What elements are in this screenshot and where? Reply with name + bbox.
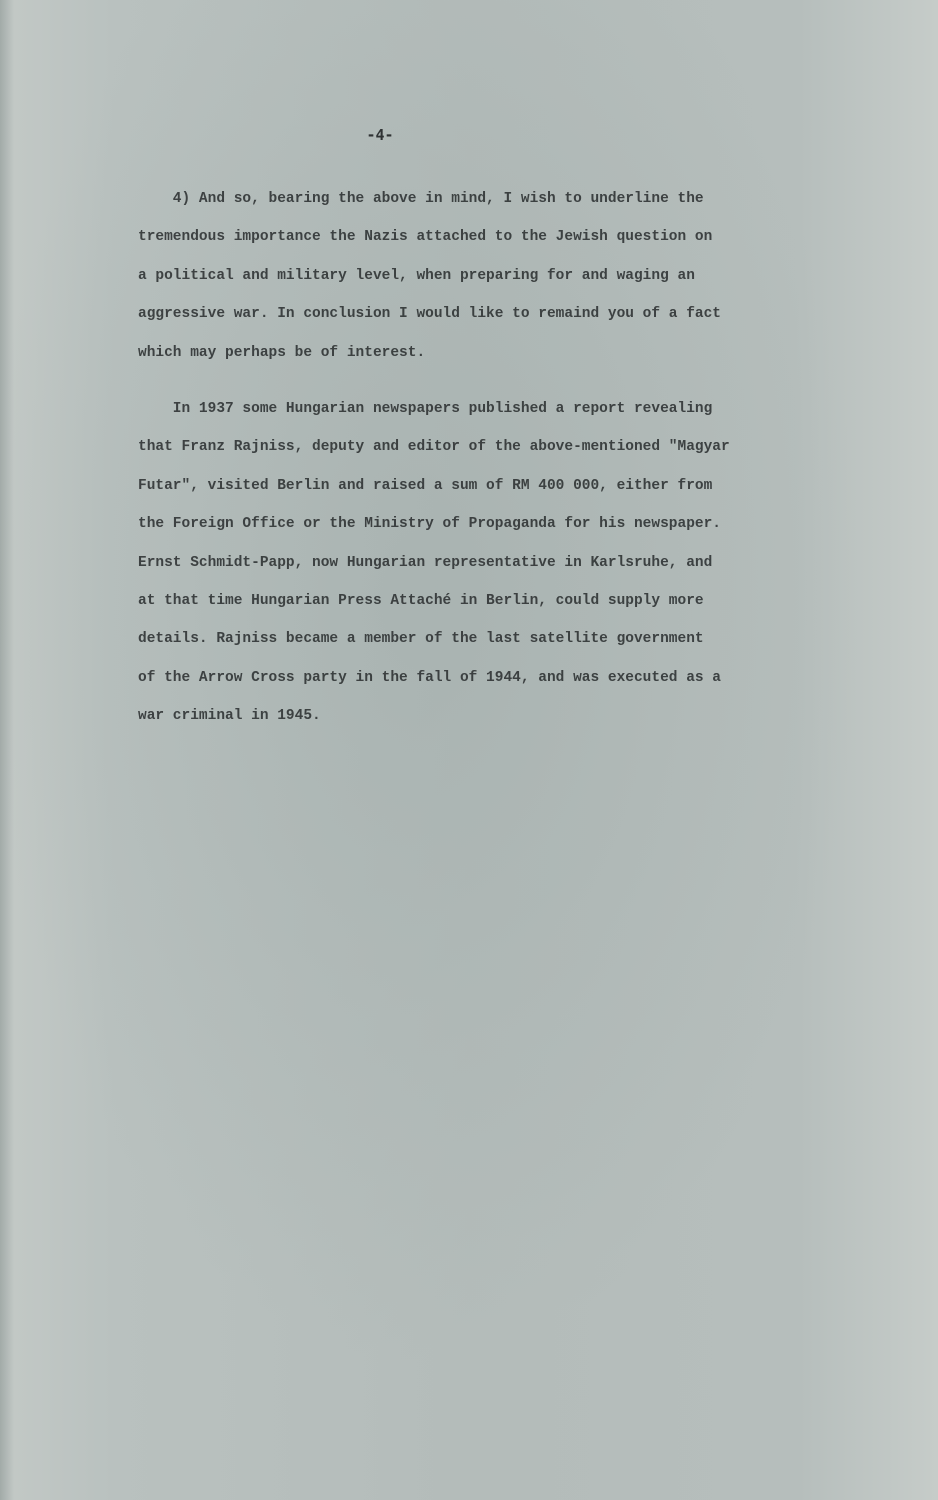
text-line: of the Arrow Cross party in the fall of 1944, and was executed as a	[138, 669, 721, 686]
text-line: that Franz Rajniss, deputy and editor of the above-mentioned "Magyar	[138, 439, 730, 456]
text-line: tremendous importance the Nazis attached to the Jewish question on	[138, 229, 713, 246]
text-line: at that time Hungarian Press Attaché in Berlin, could supply more	[138, 592, 704, 609]
text-line: the Foreign Office or the Ministry of Propaganda for his newspaper.	[138, 516, 721, 533]
page-number: -4-	[366, 126, 394, 144]
text-line: a political and military level, when preparing for and waging an	[138, 267, 695, 284]
text-line: Ernst Schmidt-Papp, now Hungarian representative in Karlsruhe, and	[138, 554, 713, 571]
paragraph-rajniss	[138, 390, 798, 736]
text-line: Futar", visited Berlin and raised a sum of RM 400 000, either from	[138, 477, 713, 494]
paragraph-conclusion	[138, 180, 798, 372]
text-line: details. Rajniss became a member of the last satellite government	[138, 631, 704, 648]
text-line: aggressive war. In conclusion I would like to remaind you of a fact	[138, 306, 721, 323]
text-line: 4) And so, bearing the above in mind, I wish to underline the	[138, 191, 704, 207]
text-line: which may perhaps be of interest.	[138, 344, 426, 361]
text-line: war criminal in 1945.	[138, 708, 321, 725]
page-edge-shadow	[0, 0, 14, 1500]
text-line: In 1937 some Hungarian newspapers published a report revealing	[138, 401, 713, 417]
